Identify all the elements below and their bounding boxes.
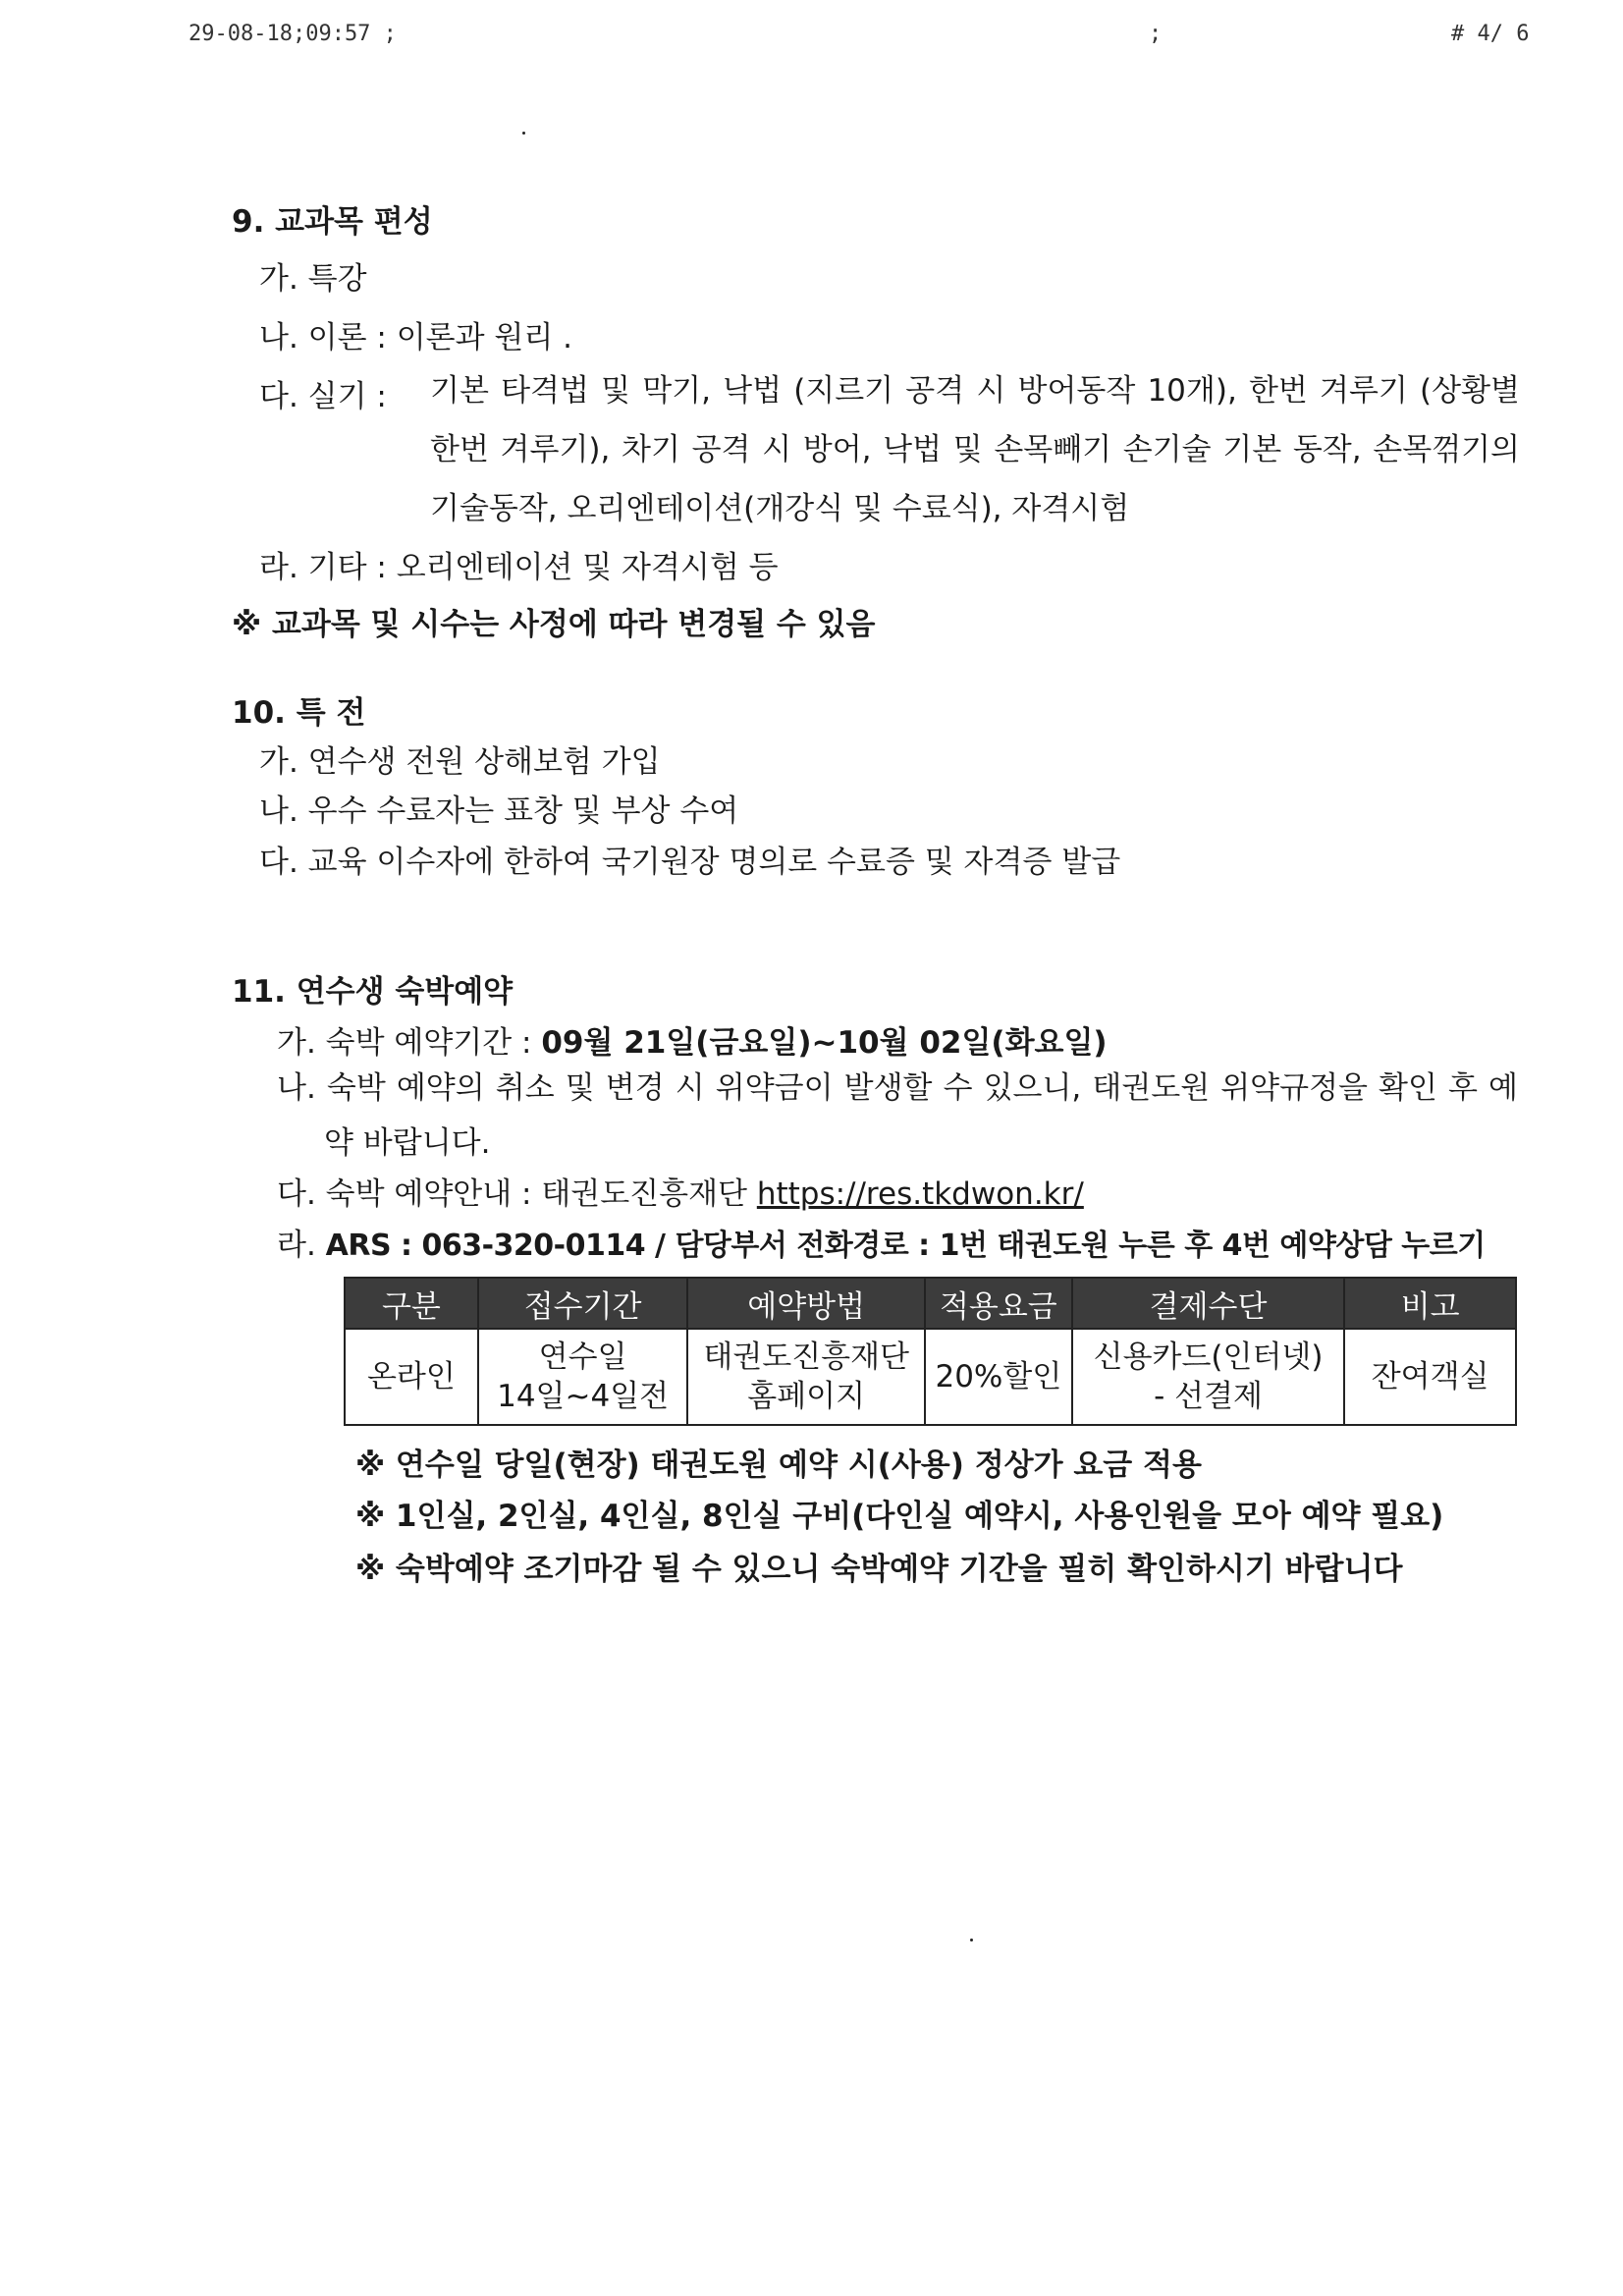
payment-line-2: - 선결제 [1154, 1379, 1263, 1414]
section-11-item-da [277, 1169, 1084, 1213]
table-header-cell: 예약방법 [687, 1278, 925, 1329]
table-row [345, 1329, 1516, 1425]
section-11-item-na-text: 나. 숙박 예약의 취소 및 변경 시 위약금이 발생할 수 있으니, 태권도원 위약규정을 확인 후 예약 바랍니다. [277, 1070, 1518, 1161]
section-9-note: ※ 교과목 및 시수는 사정에 따라 변경될 수 있음 [232, 607, 876, 642]
method-line-2: 홈페이지 [747, 1379, 866, 1414]
table-cell-method [687, 1329, 925, 1425]
section-11-item-da-label: 다. 숙박 예약안내 : 태권도진흥재단 [277, 1176, 757, 1212]
table-cell-type: 온라인 [345, 1329, 478, 1425]
section-11-note-1: ※ 연수일 당일(현장) 태권도원 예약 시(사용) 정상가 요금 적용 [355, 1448, 1202, 1483]
table-header-cell: 비고 [1344, 1278, 1516, 1329]
section-10-title: 10. 특 전 [232, 695, 366, 731]
table-header-row [345, 1278, 1516, 1329]
section-11-item-ga-label: 가. 숙박 예약기간 : [277, 1025, 542, 1061]
period-line-2: 14일~4일전 [497, 1379, 670, 1414]
fax-timestamp: 29-08-18;09:57 ; [189, 22, 397, 46]
scan-speck [522, 132, 525, 135]
section-11-note-3: ※ 숙박예약 조기마감 될 수 있으니 숙박예약 기간을 필히 확인하시기 바랍니다 [355, 1552, 1403, 1587]
section-9-item-na: 나. 이론 : 이론과 원리 . [259, 320, 572, 355]
table-cell-remark: 잔여객실 [1344, 1329, 1516, 1425]
table-cell-payment [1072, 1329, 1344, 1425]
fax-page-number: # 4/ 6 [1451, 22, 1530, 46]
section-9-item-ra: 라. 기타 : 오리엔테이션 및 자격시험 등 [259, 550, 779, 585]
lodging-reservation-table [344, 1277, 1517, 1426]
section-11-booking-period: 09월 21일(금요일)~10월 02일(화요일) [541, 1025, 1108, 1061]
section-9-item-da-text: 기본 타격법 및 막기, 낙법 (지르기 공격 시 방어동작 10개), 한번 겨루기 (상황별 한번 겨루기), 차기 공격 시 방어, 낙법 및 손목빼기 손기술 기본 동작, 손목꺾기의 기술동작, 오리엔테이션(개강식 및 수료식), 자격시험 [430, 373, 1520, 526]
section-9-item-ga: 가. 특강 [259, 261, 367, 297]
section-11-item-na [277, 1061, 1518, 1171]
section-11-item-ra [277, 1220, 1486, 1264]
reservation-link[interactable]: https://res.tkdwon.kr/ [756, 1176, 1084, 1212]
method-line-1: 태권도진흥재단 [703, 1339, 909, 1375]
section-10-item-ga: 가. 연수생 전원 상해보험 가입 [259, 744, 661, 780]
section-10-item-na: 나. 우수 수료자는 표창 및 부상 수여 [259, 793, 739, 829]
period-line-1: 연수일 [538, 1339, 627, 1375]
table-cell-rate: 20%할인 [925, 1329, 1072, 1425]
table-header-cell: 적용요금 [925, 1278, 1072, 1329]
section-9-title: 9. 교과목 편성 [232, 204, 433, 240]
section-10-item-da: 다. 교육 이수자에 한하여 국기원장 명의로 수료증 및 자격증 발급 [259, 845, 1121, 880]
section-11-item-ra-label: 라. [277, 1228, 326, 1263]
scan-speck [970, 1939, 973, 1941]
section-11-title: 11. 연수생 숙박예약 [232, 974, 514, 1010]
table-cell-period [478, 1329, 688, 1425]
table-header-cell: 접수기간 [478, 1278, 688, 1329]
table-header-cell: 결제수단 [1072, 1278, 1344, 1329]
ars-contact: ARS : 063-320-0114 / 담당부서 전화경로 : 1번 태권도원 누른 후 4번 예약상담 누르기 [325, 1229, 1486, 1263]
section-11-item-ga [277, 1017, 1108, 1062]
section-11-note-2: ※ 1인실, 2인실, 4인실, 8인실 구비(다인실 예약시, 사용인원을 모아 예약 필요) [355, 1499, 1444, 1534]
fax-separator: ; [1149, 22, 1163, 46]
table-header-cell: 구분 [345, 1278, 478, 1329]
payment-line-1: 신용카드(인터넷) [1093, 1339, 1324, 1375]
section-9-item-da-label: 다. 실기 : [259, 379, 387, 414]
